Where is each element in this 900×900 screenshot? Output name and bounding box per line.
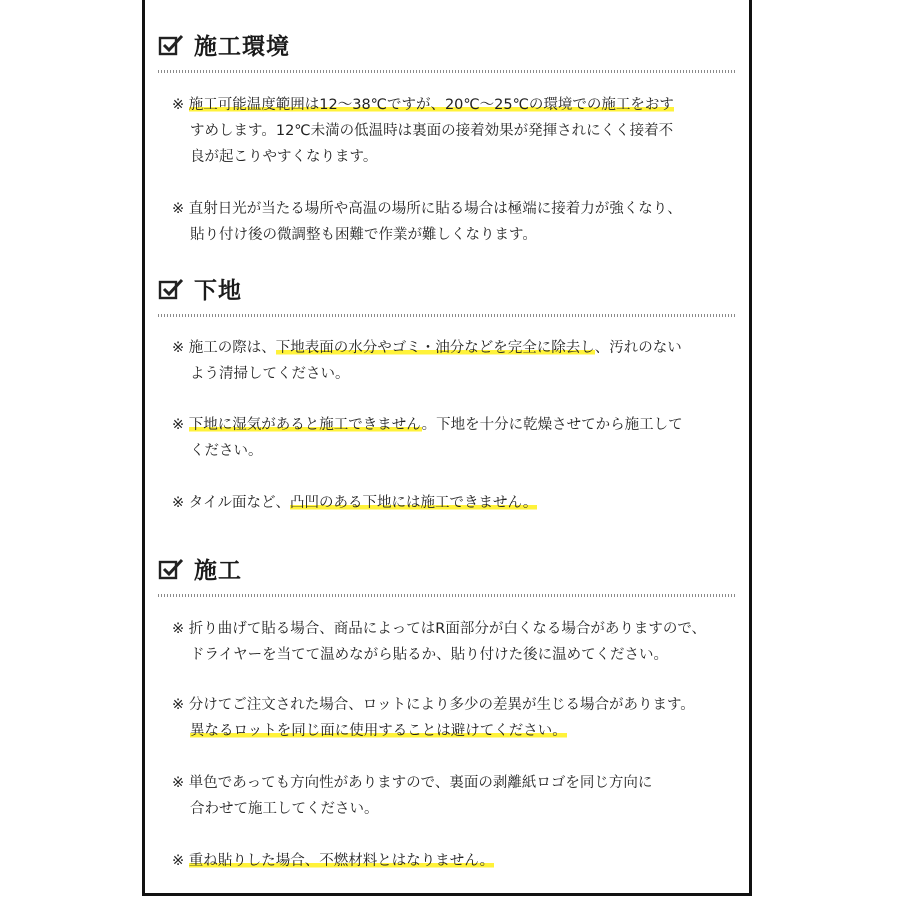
highlighted-text: 下地に湿気があると施工できません [188,417,422,433]
section-title: 下地 [194,278,242,304]
highlighted-text: 異なるロットを同じ面に使用することは避けてください。 [190,723,567,739]
note-text: 合わせて施工してください。 [190,801,379,817]
note-text: 、汚れのない [594,340,682,356]
note-line [172,692,695,718]
highlighted-text: 施工可能温度範囲は12～38℃ですが、20℃～25℃の環境での施工をおす [188,97,674,113]
highlighted-text: 凸凹のある下地には施工できません。 [289,495,538,511]
note-text: ※ 分けてご注文された場合、ロットにより多少の差異が生じる場合があります。 [172,697,695,713]
note-text: ドライヤーを当てて温めながら貼るか、貼り付けた後に温めてください。 [190,647,669,663]
note-item [172,196,682,248]
note-item [172,616,706,668]
section-heading-installation [158,552,242,585]
checkbox-checked-icon [158,278,184,300]
note-line [172,335,682,361]
note-line [172,361,682,387]
note-line [172,490,537,516]
note-text: ※ [172,853,189,869]
section-heading-environment [158,28,290,61]
note-text: ※ 単色であっても方向性がありますので、裏面の剥離紙ロゴを同じ方向に [172,775,653,791]
note-text: ※ 直射日光が当たる場所や高温の場所に貼る場合は極端に接着力が強くなり、 [172,201,682,217]
note-text: すめします。12℃未満の低温時は裏面の接着効果が発揮されにくく接着不 [190,123,674,139]
note-text: ください。 [190,443,263,459]
section-heading-substrate [158,272,242,305]
highlighted-text: 重ね貼りした場合、不燃材料とはなりません。 [188,853,495,869]
note-line [172,616,706,642]
note-text: 。下地を十分に乾燥させてから施工して [421,417,683,433]
checkbox-checked-icon [158,34,184,56]
dotted-divider [158,314,736,317]
note-text: ※ [172,417,189,433]
note-line [172,848,494,874]
note-text: 貼り付け後の微調整も困難で作業が難しくなります。 [190,227,537,243]
note-line [172,144,674,170]
note-line [172,770,652,796]
dotted-divider [158,594,736,597]
note-text: 良が起こりやすくなります。 [190,149,378,165]
note-line [172,796,652,822]
note-text: ※ [172,97,189,113]
note-item [172,92,674,170]
section-title: 施工環境 [194,34,290,60]
note-item [172,848,494,874]
note-line [172,718,695,744]
note-item [172,692,695,744]
dotted-divider [158,70,736,73]
note-line [172,438,683,464]
highlighted-text: 下地表面の水分やゴミ・油分などを完全に除去し [275,340,595,356]
note-line [172,118,674,144]
note-text: よう清掃してください。 [190,366,350,382]
checkbox-checked-icon [158,558,184,580]
note-line [172,196,682,222]
note-item [172,490,537,516]
note-line [172,92,674,118]
note-line [172,642,706,668]
note-item [172,770,652,822]
note-item [172,335,682,387]
note-text: ※ 折り曲げて貼る場合、商品によってはR面部分が白くなる場合がありますので、 [172,621,707,637]
section-title: 施工 [194,558,242,584]
note-text: ※ 施工の際は、 [172,340,276,356]
note-text: ※ タイル面など、 [172,495,290,511]
note-item [172,412,683,464]
note-line [172,412,683,438]
note-line [172,222,682,248]
